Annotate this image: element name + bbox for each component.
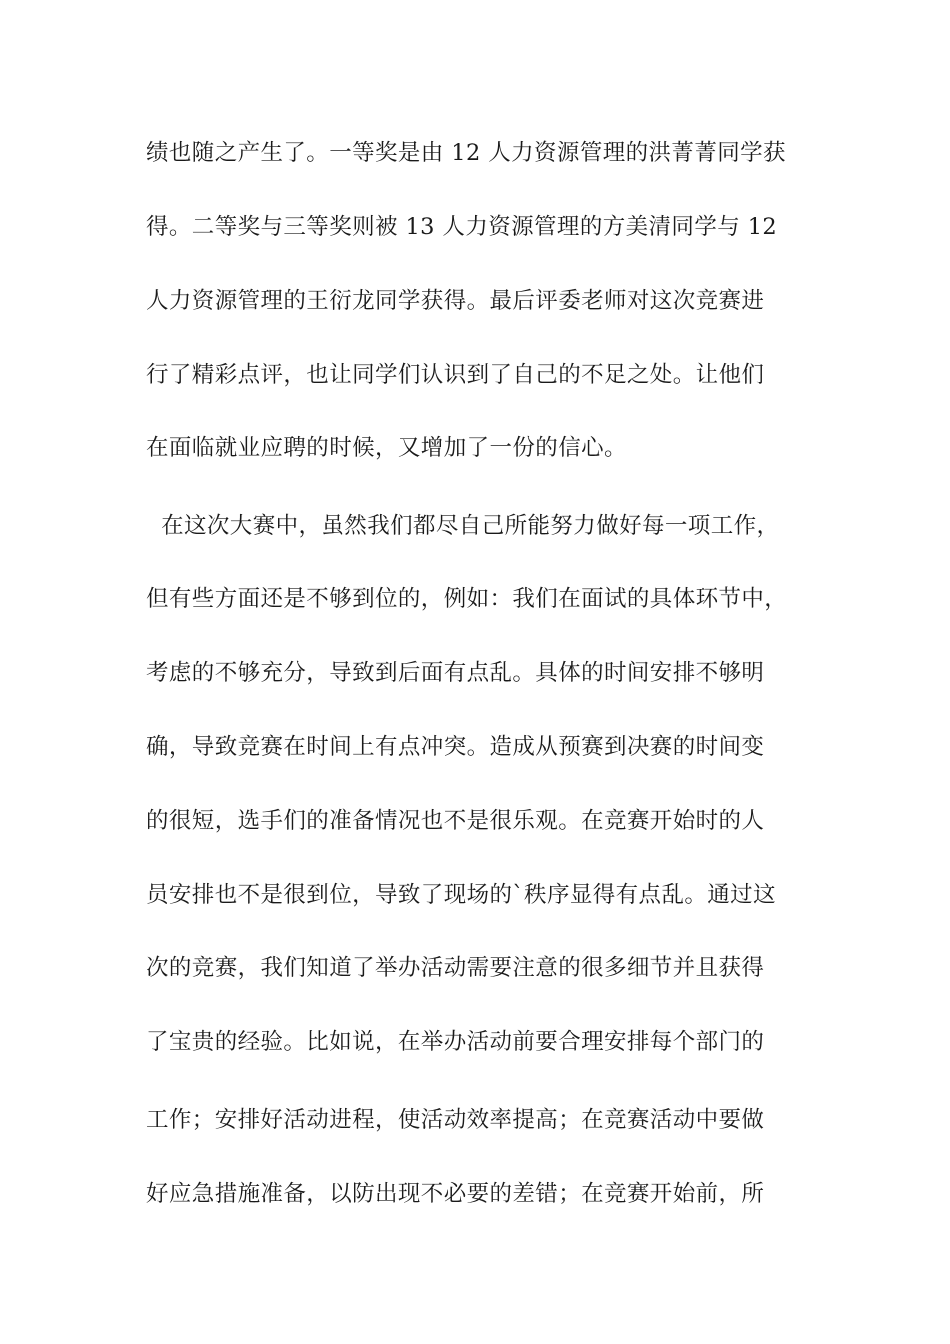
text-line: 确，导致竞赛在时间上有点冲突。造成从预赛到决赛的时间变 <box>146 734 765 760</box>
text-line: 在这次大赛中，虽然我们都尽自己所能努力做好每一项工作， <box>146 513 780 539</box>
text-line: 但有些方面还是不够到位的，例如：我们在面试的具体环节中， <box>146 586 788 612</box>
text-line: 考虑的不够充分，导致到后面有点乱。具体的时间安排不够明 <box>146 660 765 686</box>
text-line: 的很短，选手们的准备情况也不是很乐观。在竞赛开始时的人 <box>146 808 765 834</box>
text-line: 工作；安排好活动进程，使活动效率提高；在竞赛活动中要做 <box>146 1107 765 1133</box>
text-line: 好应急措施准备，以防出现不必要的差错；在竞赛开始前，所 <box>146 1181 765 1207</box>
text-line: 行了精彩点评，也让同学们认识到了自己的不足之处。让他们 <box>146 362 765 388</box>
text-line: 了宝贵的经验。比如说，在举办活动前要合理安排每个部门的 <box>146 1029 765 1055</box>
text-line: 在面临就业应聘的时候，又增加了一份的信心。 <box>146 435 627 461</box>
text-line: 绩也随之产生了。一等奖是由 12 人力资源管理的洪菁菁同学获 <box>146 140 786 166</box>
text-line: 得。二等奖与三等奖则被 13 人力资源管理的方美清同学与 12 <box>146 214 778 240</box>
text-line: 次的竞赛，我们知道了举办活动需要注意的很多细节并且获得 <box>146 955 765 981</box>
text-line: 员安排也不是很到位，导致了现场的`秩序显得有点乱。通过这 <box>146 882 776 908</box>
text-line: 人力资源管理的王衍龙同学获得。最后评委老师对这次竞赛进 <box>146 288 765 314</box>
